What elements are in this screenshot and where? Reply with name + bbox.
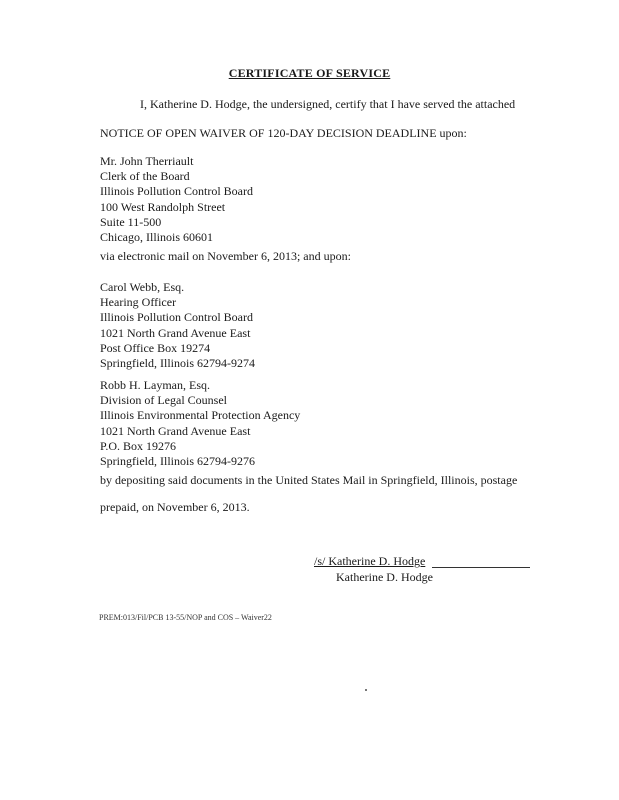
address-line: 1021 North Grand Avenue East <box>100 325 251 340</box>
address-line: Division of Legal Counsel <box>100 393 227 408</box>
address-line: Chicago, Illinois 60601 <box>100 229 213 244</box>
recipient-address-2 <box>100 280 255 371</box>
scan-speck <box>365 689 367 691</box>
address-line: Springfield, Illinois 62794-9276 <box>100 453 255 468</box>
prepaid-text: prepaid, on November 6, 2013. <box>100 500 250 514</box>
signer-name: Katherine D. Hodge <box>336 570 433 584</box>
recipient-address-3 <box>100 378 300 469</box>
recipient-address-1 <box>100 154 253 245</box>
document-footer-code: PREM:013/Fil/PCB 13-55/NOP and COS – Waiver22 <box>99 613 272 622</box>
address-line: Mr. John Therriault <box>100 154 194 168</box>
electronic-signature: /s/ Katherine D. Hodge <box>314 554 426 568</box>
address-line: Clerk of the Board <box>100 169 190 184</box>
address-line: Illinois Pollution Control Board <box>100 184 254 199</box>
address-line: Carol Webb, Esq. <box>100 280 185 294</box>
document-title: CERTIFICATE OF SERVICE <box>228 66 391 80</box>
address-line: Post Office Box 19274 <box>100 340 211 355</box>
address-line: P.O. Box 19276 <box>100 438 177 453</box>
address-line: Illinois Environmental Protection Agency <box>100 408 301 423</box>
signature-underline <box>432 567 530 568</box>
notice-text: NOTICE OF OPEN WAIVER OF 120-DAY DECISION DEADLINE upon: <box>100 126 467 140</box>
address-line: Springfield, Illinois 62794-9274 <box>100 355 255 370</box>
intro-text: I, Katherine D. Hodge, the undersigned, certify that I have served the attached <box>140 97 516 111</box>
address-line: Robb H. Layman, Esq. <box>100 378 210 392</box>
address-line: 1021 North Grand Avenue East <box>100 423 251 438</box>
via-electronic-text: via electronic mail on November 6, 2013; and upon: <box>100 249 351 263</box>
address-line: Suite 11-500 <box>100 214 162 229</box>
address-line: Illinois Pollution Control Board <box>100 310 254 325</box>
address-line: Hearing Officer <box>100 295 177 310</box>
mail-deposit-text: by depositing said documents in the United States Mail in Springfield, Illinois, postage <box>100 473 518 487</box>
address-line: 100 West Randolph Street <box>100 199 226 214</box>
